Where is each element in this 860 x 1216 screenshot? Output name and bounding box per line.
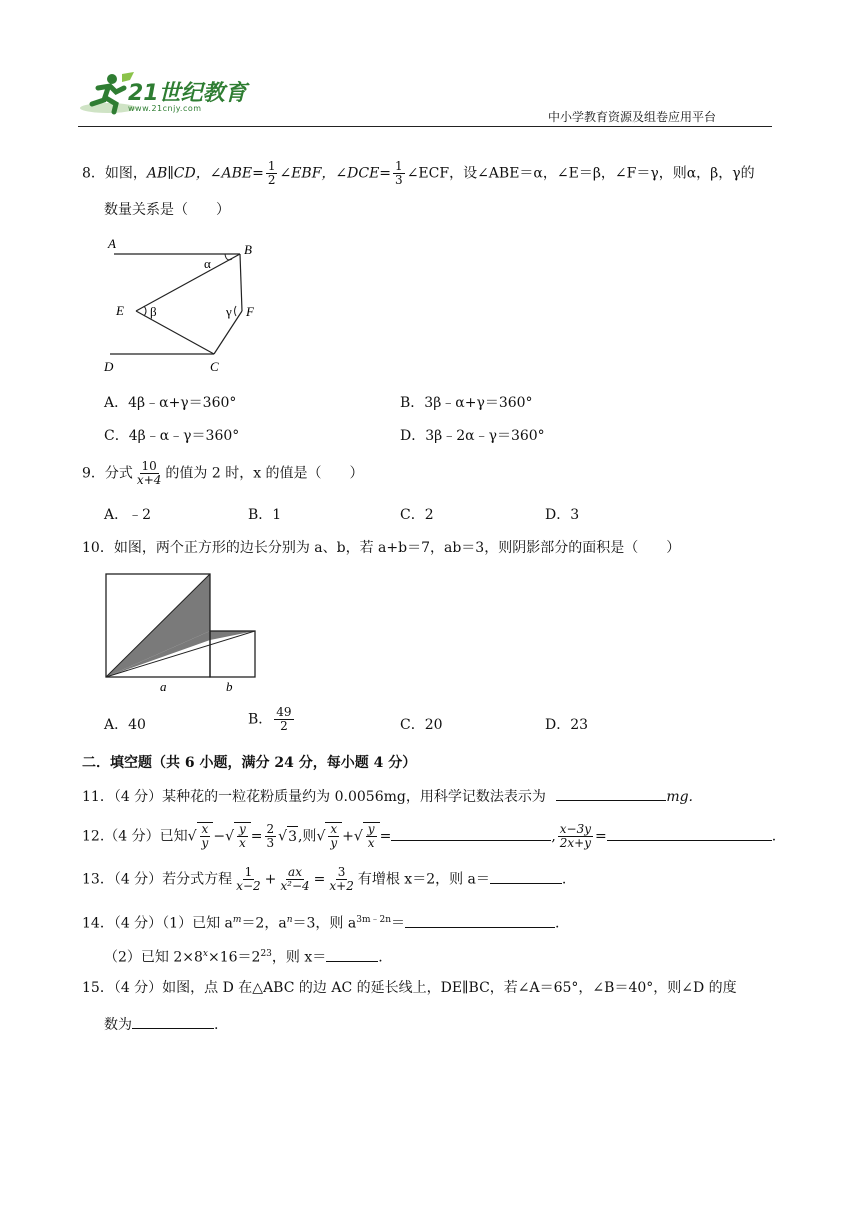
q10-option-a: A．40 [104, 717, 146, 733]
q9-option-a: A．﹣2 [104, 507, 152, 523]
svg-text:b: b [226, 679, 233, 694]
q12-line: 12.（4 分）已知√ $\frac{x}{y}$ −√ $\frac{y}{x}$ = $\frac{2}{3}$ √3,则√ $\frac{x}{y}$ +√ $\frac{y}{x}$ = , $\frac{x-3y}{2x+y}$ = . [82, 822, 777, 850]
q8-option-d: D．3β﹣2α﹣γ＝360° [400, 428, 545, 444]
q12-answer-blank-2[interactable] [607, 826, 772, 841]
q14-line1: 14．（4 分）（1）已知 $a^m=2$，$a^n=3$，则 $a^{3m﹣2n}=$ . [82, 910, 559, 934]
q9-option-b: B．1 [248, 507, 282, 523]
q10-line: 10．如图，两个正方形的边长分别为 a、b，若 a+b＝7，ab＝3，则阴影部分的面积是（ ） [82, 540, 681, 556]
svg-text:α: α [204, 256, 211, 271]
header-divider [78, 126, 772, 127]
q8-figure [100, 234, 270, 376]
svg-text:γ: γ [226, 304, 232, 319]
q8-option-b: B．3β﹣α+γ＝360° [400, 395, 533, 411]
svg-text:D: D [104, 359, 114, 374]
q11-answer-blank[interactable] [556, 786, 666, 801]
q8-line2: 数量关系是（ ） [104, 202, 230, 218]
svg-text:β: β [150, 304, 157, 319]
q9-line: 9．分式 $\frac{10}{x+4}$ 的值为 2 时，x 的值是（ ） [82, 459, 364, 487]
svg-text:E: E [116, 303, 124, 318]
q9-option-c: C．2 [400, 507, 434, 523]
q15-line2: 数为 . [104, 1014, 218, 1035]
q14-answer-blank-1[interactable] [405, 913, 555, 928]
svg-text:B: B [244, 242, 252, 257]
q15-answer-blank[interactable] [132, 1014, 214, 1029]
logo-text: 21世纪教育 [128, 81, 247, 106]
svg-text:F: F [246, 304, 254, 319]
platform-name: 中小学教育资源及组卷应用平台 [548, 110, 717, 124]
svg-text:C: C [210, 359, 219, 374]
q15-line1: 15．（4 分）如图，点 D 在△ABC 的边 AC 的延长线上，DE∥BC，若∠A＝65°，∠B＝40°，则∠D 的度 [82, 980, 737, 996]
svg-text:A: A [108, 236, 116, 251]
q9-option-d: D．3 [545, 507, 580, 523]
q11-line: 11．（4 分）某种花的一粒花粉质量约为 0.0056mg，用科学记数法表示为 mg. [82, 786, 693, 807]
q10-option-d: D．23 [545, 717, 589, 733]
q8-option-a: A．4β﹣α+γ＝360° [104, 395, 237, 411]
q14-answer-blank-2[interactable] [326, 947, 378, 962]
q8-line1: 8．如图，AB∥CD，∠ABE= $\frac{1}{2}$ ∠EBF，∠DCE= $\frac{1}{3}$ ∠ECF，设∠ABE＝α，∠E＝β，∠F＝γ，则α，β，γ的 [82, 159, 755, 187]
header-logo [78, 70, 258, 120]
svg-text:a: a [160, 679, 167, 694]
q13-answer-blank[interactable] [490, 869, 562, 884]
section-2-heading: 二．填空题（共 6 小题，满分 24 分，每小题 4 分） [82, 755, 417, 771]
q14-line2: （2）已知 $2\times 8^x\times 16=2^{23}$，则 x＝ . [104, 944, 383, 968]
q10-figure [100, 570, 260, 696]
q8-option-c: C．4β﹣α﹣γ＝360° [104, 428, 240, 444]
q12-answer-blank-1[interactable] [391, 826, 551, 841]
q10-option-c: C．20 [400, 717, 443, 733]
logo-url: www.21cnjy.com [128, 104, 202, 113]
q10-option-b: B． $\frac{49}{2}$ [248, 705, 292, 733]
q13-line: 13．（4 分）若分式方程 $\frac{1}{x-2}$ + $\frac{ax}{\text{x²−4}}$ = $\frac{3}{x+2}$ 有增根 x＝2，则 a＝ . [82, 865, 567, 893]
